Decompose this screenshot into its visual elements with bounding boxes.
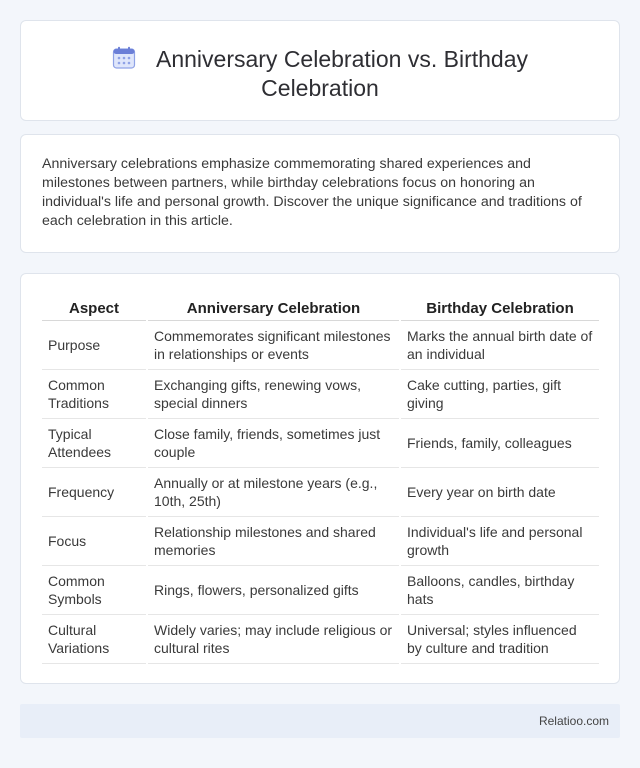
cell-aspect: Cultural Variations [42,614,147,663]
cell-aspect: Purpose [42,320,147,369]
cell-birthday: Every year on birth date [400,467,599,516]
table-row [42,614,599,663]
comparison-table [42,295,599,664]
cell-birthday: Cake cutting, parties, gift giving [400,369,599,418]
table-row [42,467,599,516]
table-header-row [42,295,599,320]
calendar-icon [112,46,136,70]
header-aspect: Aspect [42,295,147,320]
cell-anniversary: Exchanging gifts, renewing vows, special dinners [147,369,400,418]
table-row [42,320,599,369]
header-birthday: Birthday Celebration [400,295,599,320]
comparison-card [20,273,620,684]
footer-bar [20,704,620,738]
title-line-2: Celebration [261,75,379,101]
cell-anniversary: Relationship milestones and shared memories [147,516,400,565]
cell-birthday: Balloons, candles, birthday hats [400,565,599,614]
cell-aspect: Frequency [42,467,147,516]
cell-aspect: Typical Attendees [42,418,147,467]
table-row [42,565,599,614]
intro-paragraph: Anniversary celebrations emphasize commemorating shared experiences and milestones between partners, while birthday celebrations focus on honoring an individual's life and personal growth. Discover the unique significance and traditions of each celebration in this article. [42,156,582,229]
cell-anniversary: Commemorates significant milestones in relationships or events [147,320,400,369]
table-row [42,516,599,565]
intro-card [20,134,620,253]
cell-birthday: Marks the annual birth date of an individual [400,320,599,369]
cell-birthday: Friends, family, colleagues [400,418,599,467]
cell-anniversary: Rings, flowers, personalized gifts [147,565,400,614]
page-title [21,45,619,103]
footer-brand[interactable]: Relatioo.com [538,714,609,728]
header-anniversary: Anniversary Celebration [147,295,400,320]
cell-anniversary: Widely varies; may include religious or cultural rites [147,614,400,663]
title-line-1: Anniversary Celebration vs. Birthday [156,46,528,72]
table-row [42,369,599,418]
cell-anniversary: Annually or at milestone years (e.g., 10th, 25th) [147,467,400,516]
title-card [20,20,620,121]
cell-aspect: Common Symbols [42,565,147,614]
table-row [42,418,599,467]
cell-anniversary: Close family, friends, sometimes just couple [147,418,400,467]
cell-aspect: Focus [42,516,147,565]
cell-birthday: Individual's life and personal growth [400,516,599,565]
cell-aspect: Common Traditions [42,369,147,418]
cell-birthday: Universal; styles influenced by culture and tradition [400,614,599,663]
